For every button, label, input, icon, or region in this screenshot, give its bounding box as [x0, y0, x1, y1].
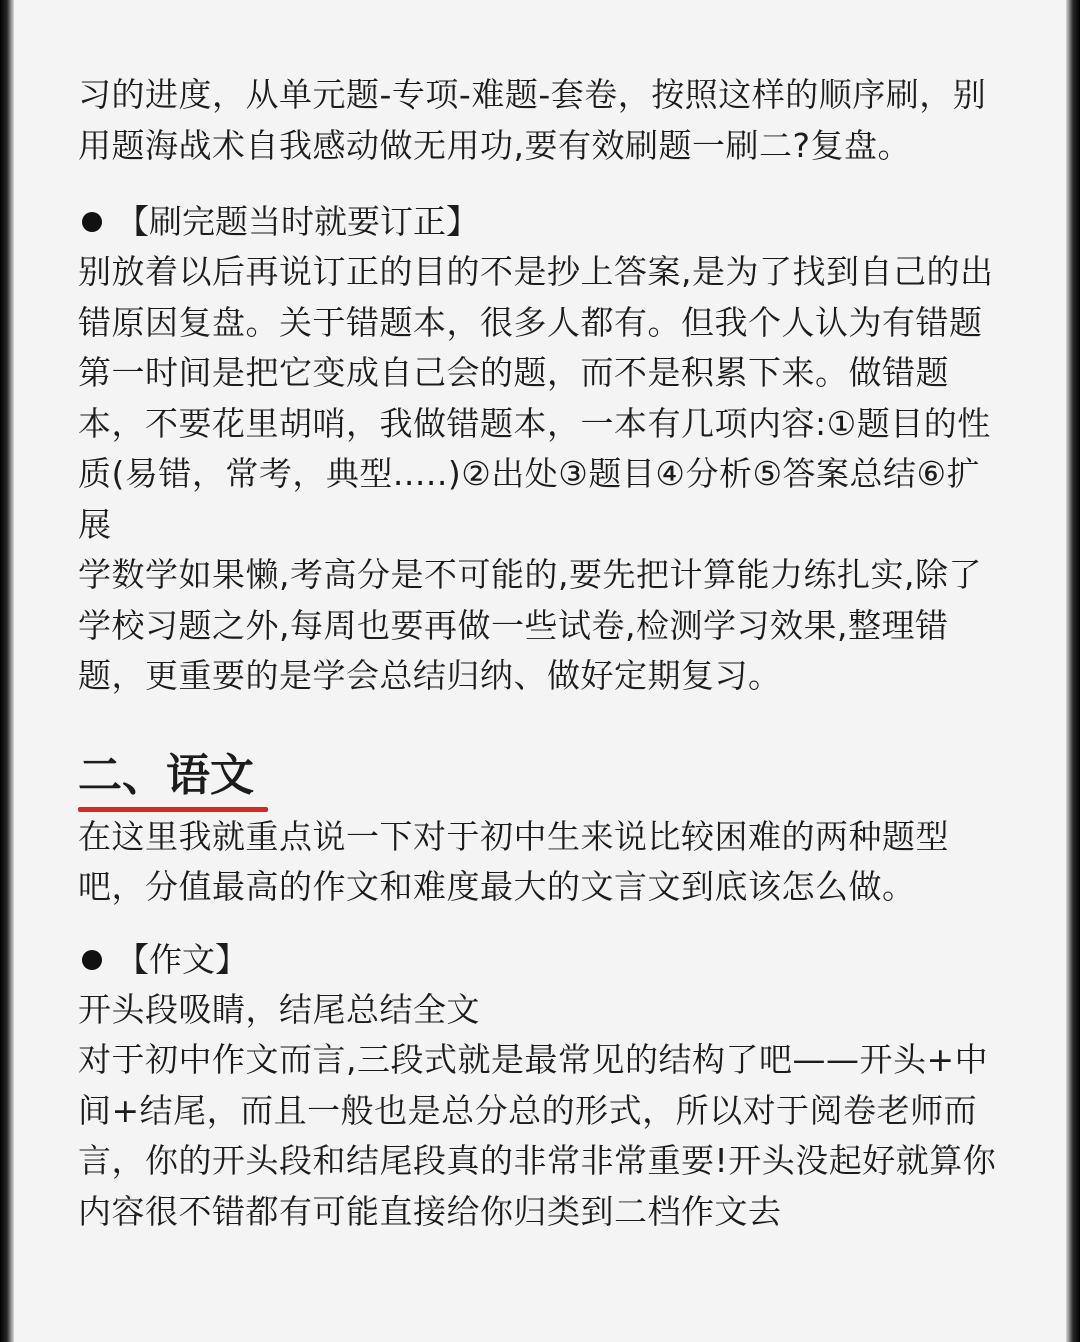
chinese-intro-paragraph: 在这里我就重点说一下对于初中生来说比较困难的两种题型吧，分值最高的作文和难度最大的文言文到底该怎么做。 — [78, 816, 949, 906]
bullet-correction — [78, 197, 1008, 247]
left-frame-edge — [0, 0, 14, 1342]
bullet-correction-label: 【刷完题当时就要订正】 — [116, 202, 479, 241]
essay-tip-paragraph: 开头段吸睛，结尾总结全文 — [78, 989, 480, 1029]
correction-paragraph: 别放着以后再说订正的目的不是抄上答案,是为了找到自己的出错原因复盘。关于错题本，很多人都有。但我个人认为有错题第一时间是把它变成自己会的题，而不是积累下来。做错题本，不要花里胡哨，我做错题本，一本有几项内容:①题目的性质(易错，常考，典型.....)②出处③题目④分析⑤答案总结⑥扩展 — [78, 252, 994, 544]
section-heading-text: 二、语文 — [78, 749, 254, 801]
bullet-dot-icon — [82, 212, 102, 232]
heading-underline — [78, 807, 268, 812]
article-body — [78, 70, 1008, 1237]
right-frame-edge — [1066, 0, 1080, 1342]
section-heading-chinese — [78, 746, 254, 812]
bullet-essay-label: 【作文】 — [116, 939, 248, 979]
math-summary-paragraph: 学数学如果懒,考高分是不可能的,要先把计算能力练扎实,除了学校习题之外,每周也要再做一些试卷,检测学习效果,整理错题，更重要的是学会总结归纳、做好定期复习。 — [78, 555, 982, 695]
bullet-essay — [78, 935, 1008, 985]
bullet-dot-icon — [82, 950, 102, 970]
essay-body-paragraph: 对于初中作文而言,三段式就是最常见的结构了吧——开头+中间+结尾，而且一般也是总分总的形式，所以对于阅卷老师而言，你的开头段和结尾段真的非常非常重要!开头没起好就算你内容很不错都有可能直接给你归类到二档作文去 — [78, 1040, 997, 1231]
intro-continuation-paragraph: 习的进度，从单元题-专项-难题-套卷，按照这样的顺序刷，别用题海战术自我感动做无用功,要有效刷题一刷二?复盘。 — [78, 75, 987, 165]
